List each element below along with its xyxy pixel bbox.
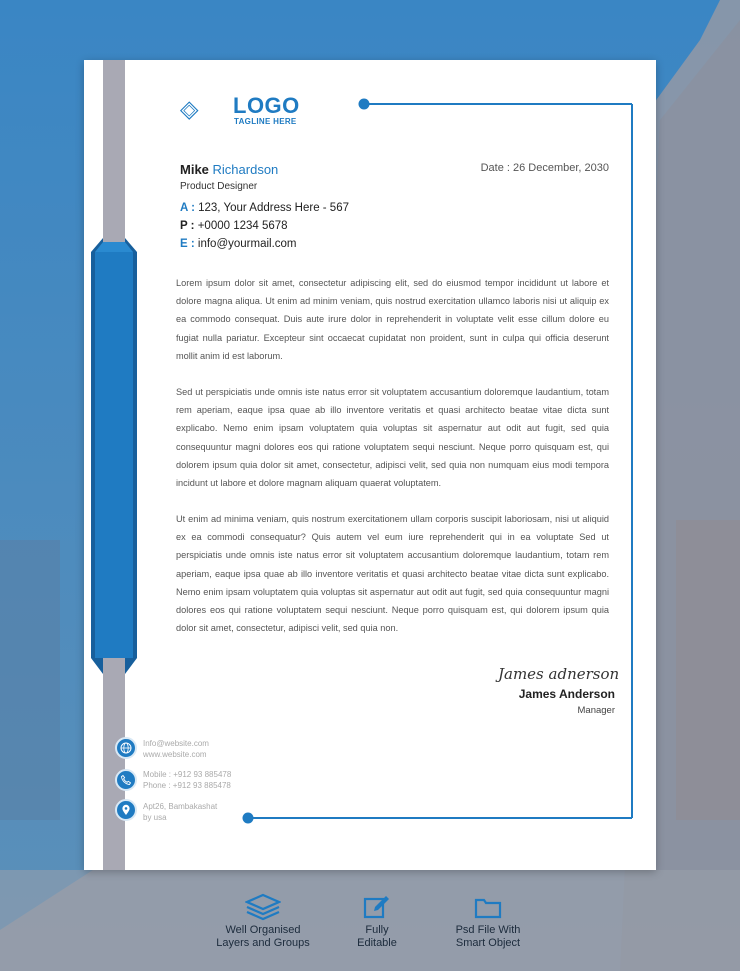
footer-mobile: Mobile : +912 93 885478 xyxy=(143,770,232,779)
sender-first-name: Mike xyxy=(180,162,209,177)
handwritten-signature: James adnerson xyxy=(498,665,620,683)
side-ribbon xyxy=(91,238,137,674)
footer-email: Info@website.com xyxy=(143,739,209,748)
logo-tagline: TAGLINE HERE xyxy=(234,117,297,126)
contact-email xyxy=(180,238,297,250)
footer-phone: Phone : +912 93 885478 xyxy=(143,780,231,790)
body-paragraph-3: Ut enim ad minima veniam, quis nostrum exercitationem ullam corporis suscipit laboriosam, nisi ut aliquid ex ea commodi consequatur? Quis autem vel eum iure reprehenderit qui in ea voluptate Sed ut perspiciatis unde omnis iste natus error sit voluptatem accusantium doloremque laudantium, totam rem aperiam, eaque ipsa quae ab illo inventore veritatis et quasi architecto beatae vitae dicta sunt explicabo. Nemo enim ipsam voluptatem quia voluptas sit aspernatur aut odit aut fugit, sed quia consequuntur magni dolores eos qui ratione voluptatem sequi nesciunt. Neque porro quisquam est, qui dolorem ipsum quia dolor sit amet, consectetur, adipisci velit, sed quia non. xyxy=(176,514,609,634)
body-paragraph-1: Lorem ipsum dolor sit amet, consectetur adipiscing elit, sed do eiusmod tempor incididunt ut labore et dolore magna aliqua. Ut enim ad minim veniam, quis nostrud exercitation ullamco laboris nisi ut aliquip ex ea commodo consequat. Duis aute irure dolor in reprehenderit in voluptate velit esse cillum dolore eu fugiat nulla pariatur. Excepteur sint occaecat cupidatat non proident, sunt in culpa qui officia deserunt mollit anim id est laborum. xyxy=(176,278,609,361)
feature-psd xyxy=(440,893,536,950)
email-key: E : xyxy=(180,238,195,250)
footer-address xyxy=(143,802,217,823)
sender-role: Product Designer xyxy=(180,181,258,192)
signer-name: James Anderson xyxy=(518,687,615,701)
feature-editable-line-1: Fully xyxy=(365,924,389,936)
feature-layers-line-2: Layers and Groups xyxy=(216,937,310,949)
email-value: info@yourmail.com xyxy=(197,238,297,250)
feature-editable-line-2: Editable xyxy=(357,937,397,949)
footer-address-line-1: Apt26, Bambakashat xyxy=(143,802,218,811)
address-key: A : xyxy=(180,202,195,214)
footer-phones xyxy=(143,770,231,791)
sender-last-name: Richardson xyxy=(212,162,279,177)
folder-icon xyxy=(473,893,503,921)
signer-title: Manager xyxy=(577,705,615,716)
footer-address-line-2: by usa xyxy=(143,812,167,822)
contact-address xyxy=(180,202,349,214)
edit-icon xyxy=(362,893,392,921)
letter-date: Date : 26 December, 2030 xyxy=(480,162,609,174)
feature-psd-line-1: Psd File With xyxy=(455,924,521,936)
feature-layers xyxy=(210,893,316,950)
feature-editable xyxy=(340,893,414,950)
feature-psd-line-2: Smart Object xyxy=(455,937,521,949)
location-pin-icon xyxy=(115,799,137,821)
footer-website: www.website.com xyxy=(143,749,207,759)
feature-layers-line-1: Well Organised xyxy=(225,924,301,936)
phone-key: P : xyxy=(180,220,195,232)
footer-web xyxy=(143,739,209,760)
globe-icon xyxy=(115,737,137,759)
phone-icon xyxy=(115,769,137,791)
phone-value: +0000 1234 5678 xyxy=(197,220,288,232)
body-paragraph-2: Sed ut perspiciatis unde omnis iste natus error sit voluptatem accusantium doloremque laudantium, totam rem aperiam, eaque ipsa quae ab illo inventore veritatis et quasi architecto beatae vitae dicta sunt explicabo. Nemo enim ipsam voluptatem quia voluptas sit aspernatur aut odit aut fugit, sed quia consequuntur magni dolores eos qui ratione voluptatem sequi nesciunt. Neque porro quisquam est, qui dolorem ipsum quia dolor sit amet, consectetur, adipisci velit, sed quia non numquam eius modi tempora incidunt ut labore et dolore magnam aliquam quaerat voluptatem. xyxy=(176,387,609,489)
layers-icon xyxy=(245,893,281,921)
address-value: 123, Your Address Here - 567 xyxy=(198,202,349,214)
sender-name xyxy=(180,162,278,177)
logo-diamond-icon xyxy=(180,86,230,136)
logo-text: LOGO xyxy=(233,93,300,118)
contact-phone xyxy=(180,220,288,232)
